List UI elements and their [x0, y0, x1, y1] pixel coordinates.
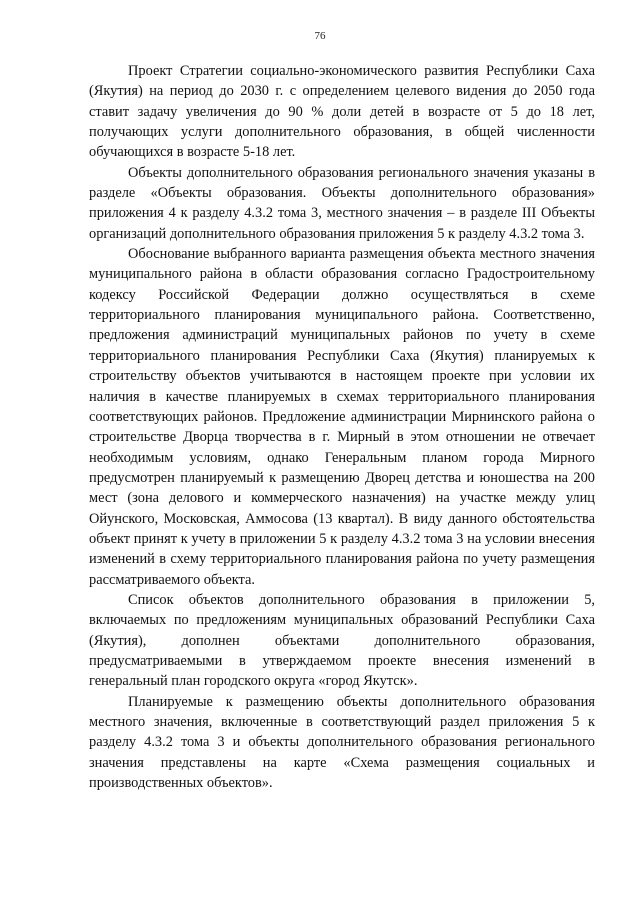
- paragraph-objects-list: Список объектов дополнительного образования в приложении 5, включаемых по предложениям муниципальных образований Республики Саха (Якутия), дополнен объектами дополнительного образования, предусматриваемыми в утверждаемом проекте внесения изменений в генеральный план городского округа «город Якутск».: [89, 591, 595, 690]
- paragraph-objects-location: Объекты дополнительного образования регионального значения указаны в разделе «Объекты образования. Объекты дополнительного образования» приложения 4 к разделу 4.3.2 тома 3, местного значения – в разделе III Объекты организаций дополнительного образования приложения 5 к разделу 4.3.2 тома 3.: [89, 164, 595, 242]
- paragraph-strategy: Проект Стратегии социально-экономического развития Республики Саха (Якутия) на период до 2030 г. с определением целевого видения до 2050 года ставит задачу увеличения до 90 % доли детей в возрасте от 5 до 18 лет, получающих услуги дополнительного образования, в общей численности обучающихся в возрасте 5-18 лет.: [89, 63, 595, 161]
- document-body: [89, 61, 595, 793]
- paragraph-map-reference: Планируемые к размещению объекты дополнительного образования местного значения, включенные в соответствующий раздел приложения 5 к разделу 4.3.2 тома 3 и объекты дополнительного образования регионального значения представлены на карте «Схема размещения социальных и производственных объектов».: [89, 693, 595, 792]
- paragraph-placement-rationale: Обоснование выбранного варианта размещения объекта местного значения муниципального района в области образования согласно Градостроительному кодексу Российской Федерации должно осуществляться в схеме территориального планирования муниципального района. Соответственно, предложения администраций муниципальных районов по учету в схеме территориального планирования Республики Саха (Якутия) планируемых к строительству объектов учитываются в настоящем проекте при условии их наличия в качестве планируемых в схемах территориального планирования соответствующих районов. Предложение администрации Мирнинского района о строительстве Дворца творчества в г. Мирный в этом отношении не отвечает необходимым условиям, однако Генеральным планом города Мирного предусмотрен планируемый к размещению Дворец детства и юношества на 200 мест (зона делового и коммерческого назначения) на участке между улиц Ойунского, Московская, Аммосова (13 квартал). В виду данного обстоятельства объект принят к учету в приложении 5 к разделу 4.3.2 тома 3 на условии внесения изменений в схему территориального планирования района по учету размещения рассматриваемого объекта.: [89, 246, 595, 588]
- page-number: 76: [314, 30, 326, 42]
